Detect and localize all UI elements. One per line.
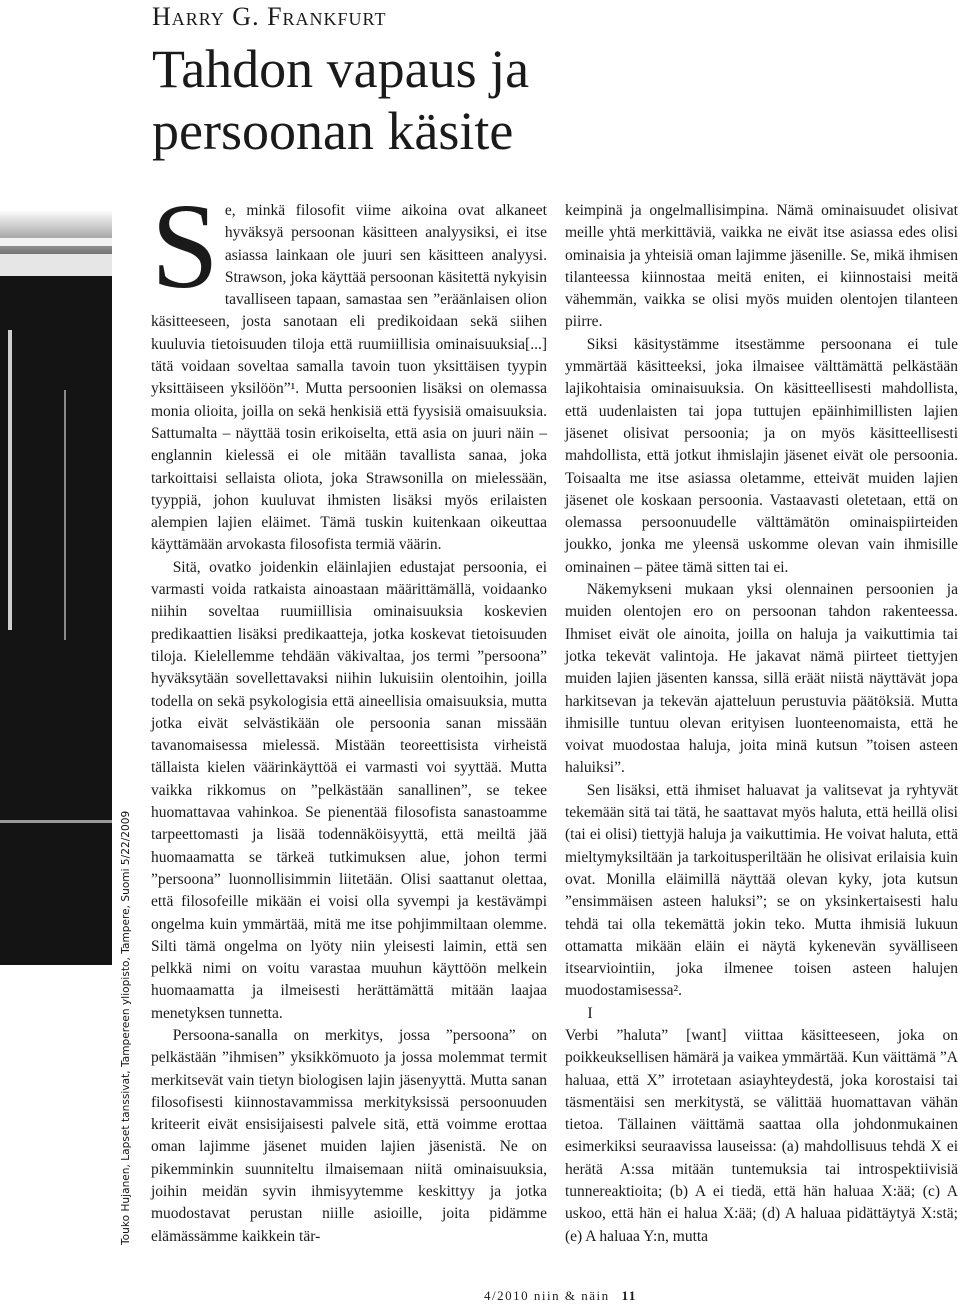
photo-credit: Touko Hujanen, Lapset tanssivat, Tampereen yliopisto, Tampere, Suomi 5/22/2009 — [120, 810, 132, 1245]
text-column-right — [565, 200, 958, 1248]
body-paragraph: Siksi käsitystämme itsestämme persoonana ei tule ymmärtää käsitteeksi, joka ilmaisee välttämättä pelkästään lajikohtaisia ominaisuuksia. On käsitteellisesti mahdollista, että uudenlaisten tai jopa tuttujen epäinhimillisten lajien jäsenet olisivat persoonia; ja on myös käsitteellisesti mahdollista, että jotkut ihmislajin jäsenet eivät ole persoonia. Toisaalta me itse asiassa oletamme, etteivät muiden lajien jäsenet ole koskaan persoonia. Vastaavasti oletetaan, että on olemassa persoonuudelle välttämätön ominaispiirteiden joukko, jonka me yleensä uskomme olevan vain ihmisille ominainen – pätee tämä sitten tai ei. — [565, 335, 958, 576]
section-numeral: I — [587, 1004, 593, 1022]
decorative-photo — [0, 210, 112, 965]
body-paragraph — [151, 179, 547, 557]
body-paragraph: keimpinä ja ongelmallisimpina. Nämä ominaisuudet olisivat meille yhtä merkittäviä, vaikka ne eivät itse asiassa edes olisi ominaisia ja yhteisiä oman lajimme jäsenille. Se, mikä ihmisen tilanteessa kiinnostaa meitä eniten, ei kiinnostaisi meitä vähemmän, vaikka se olisi myös muiden olentojen tilanteen piirre. — [565, 202, 958, 331]
photo-detail — [0, 238, 112, 246]
body-paragraph: Sen lisäksi, että ihmiset haluavat ja valitsevat ja ryhtyvät tekemään sitä tai tätä, he saattavat myös haluta, että heillä olisi (tai ei olisi) tiettyjä haluja ja vaikuttimia. He voivat haluta, että mieltymyksiltään ja tarkoitusperiltään he olisivat erilaisia kuin ovat. Monilla eläimillä näyttää olevan kyky, jota kutsun ”ensimmäisen asteen haluksi”; se on yksinkertaisesti halu tehdä tai olla tekemättä jokin teko. Mutta ihmisiä lukuun ottamatta mikään eläin ei näytä kykenevän syvälliseen itsearviointiin, joka ilmenee toisen asteen halujen muodostamisessa². — [565, 781, 958, 1000]
body-paragraph: Verbi ”haluta” [want] viittaa käsitteeseen, joka on poikkeuksellisen hämärä ja vaikea ymmärtää. Kun väittämä ”A haluaa, että X” irrotetaan asiayhteydestä, joka korostaisi tai täsmentäisi sen merkitystä, se välittää huomattavan vähän tietoa. Tällainen väittämä saattaa olla johdonmukainen esimerkiksi seuraavissa lauseissa: (a) mahdollisuus tehdä X ei herätä A:ssa mitään tuntemuksia tai introspektiivisiä tunnereaktioita; (b) A ei tiedä, että hän haluaa X:ää; (c) A uskoo, että hän ei halua X:ää; (d) A haluaa pidättäytyä X:stä; (e) A haluaa Y:n, mutta — [565, 1026, 958, 1245]
body-paragraph: Sitä, ovatko joidenkin eläinlajien edustajat persoonia, ei varmasti voida ratkaista ainoastaan määrittämällä, voidaanko niihin soveltaa ruumiillisia ominaisuuksia koskevien predikaattien lisäksi predikaatteja, jotka koskevat tietoisuuden tiloja. Kielellemme tehdään väkivaltaa, jos termi ”persoona” hyväksytään sovellettavaksi niihin lukuisiin olentoihin, joilla todella on sekä psykologisia että aineellisia omaisuuksia, mutta jotka eivät selvästikään ole persoonia sanan missään tavanomaisessa mielessä. Mistään teoreettisista virheistä tällaista kielen väärinkäyttöä ei varmasti voi syyttää. Mutta vaikka rikkomus on ”pelkästään sanallinen”, se tekee huomattavaa vahinkoa. Se pienentää filosofista sanastoamme tarpeettomasti ja lisää todennäköisyyttä, että meiltä jää huomaamatta se tärkeä tutkimuksen alue, johon termi ”persoona” luonnollisimmin liitetään. Olisi saattanut olettaa, että filosofeille mikään ei voisi olla syvempi ja kestävämpi ongelma kuin ymmärtää, mitä me itse pohjimmiltaan olemme. Silti tämä ongelma on lyöty niin yleisesti laimin, että sen pelkkä nimi on voitu varastaa muuhun käyttöön melkein huomaamatta ja ilmeisesti herättämättä mitään laajaa menetyksen tunnetta. — [151, 558, 547, 1022]
text-column-left — [151, 179, 547, 1248]
drop-cap: S — [151, 179, 219, 314]
body-paragraph: Persoona-sanalla on merkitys, jossa ”persoona” on pelkästään ”ihmisen” yksikkömuoto ja jossa molemmat termit merkitsevät vain tietyn biologisen lajin jäsenyyttä. Mutta sanan filosofisesti kiinnostavammissa merkityksissä persoonuuden kriteerit eivät ensisijaisesti palvele sitä, että voimme erottaa oman lajimme jäsenet muiden lajien jäsenistä. Ne on pikemminkin suunniteltu ilmaisemaan niitä ominaisuuksia, joihin meidän syvin ihmisyytemme keskittyy ja jotka muodostavat perustan niille asioille, joita pidämme elämässämme kaikkein tär- — [151, 1026, 547, 1245]
photo-detail — [0, 820, 112, 823]
photo-detail — [0, 254, 112, 276]
issue-label: 4/2010 niin & näin — [484, 1288, 610, 1303]
body-paragraph: Näkemykseni mukaan yksi olennainen persoonien ja muiden olentojen ero on persoonan tahdon rakenteessa. Ihmiset eivät ole ainoita, joilla on haluja ja vaikuttimia tai jotka tekevät valintoja. He jakavat nämä piirteet tiettyjen muiden lajien jäsenten kanssa, sillä eräät niistä näyttävät jopa harkitsevan ja tekevän ajatteluun perustuvia päätöksiä. Mutta ihmisille tuntuu olevan erityisen luonteenomaista, että he voivat muodostaa haluja, joita minä kutsun ”toisen asteen haluiksi”. — [565, 581, 958, 777]
article-title: Tahdon vapaus ja persoonan käsite — [152, 39, 530, 161]
page-number: 11 — [621, 1288, 637, 1303]
page-footer — [484, 1288, 637, 1304]
photo-detail — [64, 390, 66, 640]
photo-detail — [8, 330, 12, 630]
paragraph-text: e, minkä filosofit viime aikoina ovat alkaneet hyväksyä persoonan käsitteen analyysiksi, ei itse asiassa lainkaan ole juuri sen käsitteen analyysi. Strawson, joka käyttää persoonan käsitettä nykyisin tavalliseen tapaan, samastaa sen ”eräänlaisen olion käsitteeseen, josta sanotaan eli predikoidaan sekä siihen kuuluvia tietoisuuden tiloja että ruumiillisia ominaisuuksia[...] tätä voidaan soveltaa samalla tavoin tuon yksittäisen tyypin yksittäiseen yksilöön”¹. Mutta persoonien lisäksi on olemassa monia olioita, joilla on sekä henkisiä että fyysisiä omaisuuksia. Sattumalta – näyttää tosin erikoiselta, että asia on juuri näin – englannin kielessä ei ole mitään tavallista sanaa, joka tarkoittaisi sellaista oliota, joka Strawsonilla on mielessään, tyyppiä, johon kuuluvat ihmisten lisäksi myös erilaisten alempien lajien eläimet. Tämä tuskin kuitenkaan oikeuttaa käyttämään arvokasta filosofista termiä väärin. — [151, 202, 547, 554]
author-name: Harry G. Frankfurt — [152, 2, 387, 31]
